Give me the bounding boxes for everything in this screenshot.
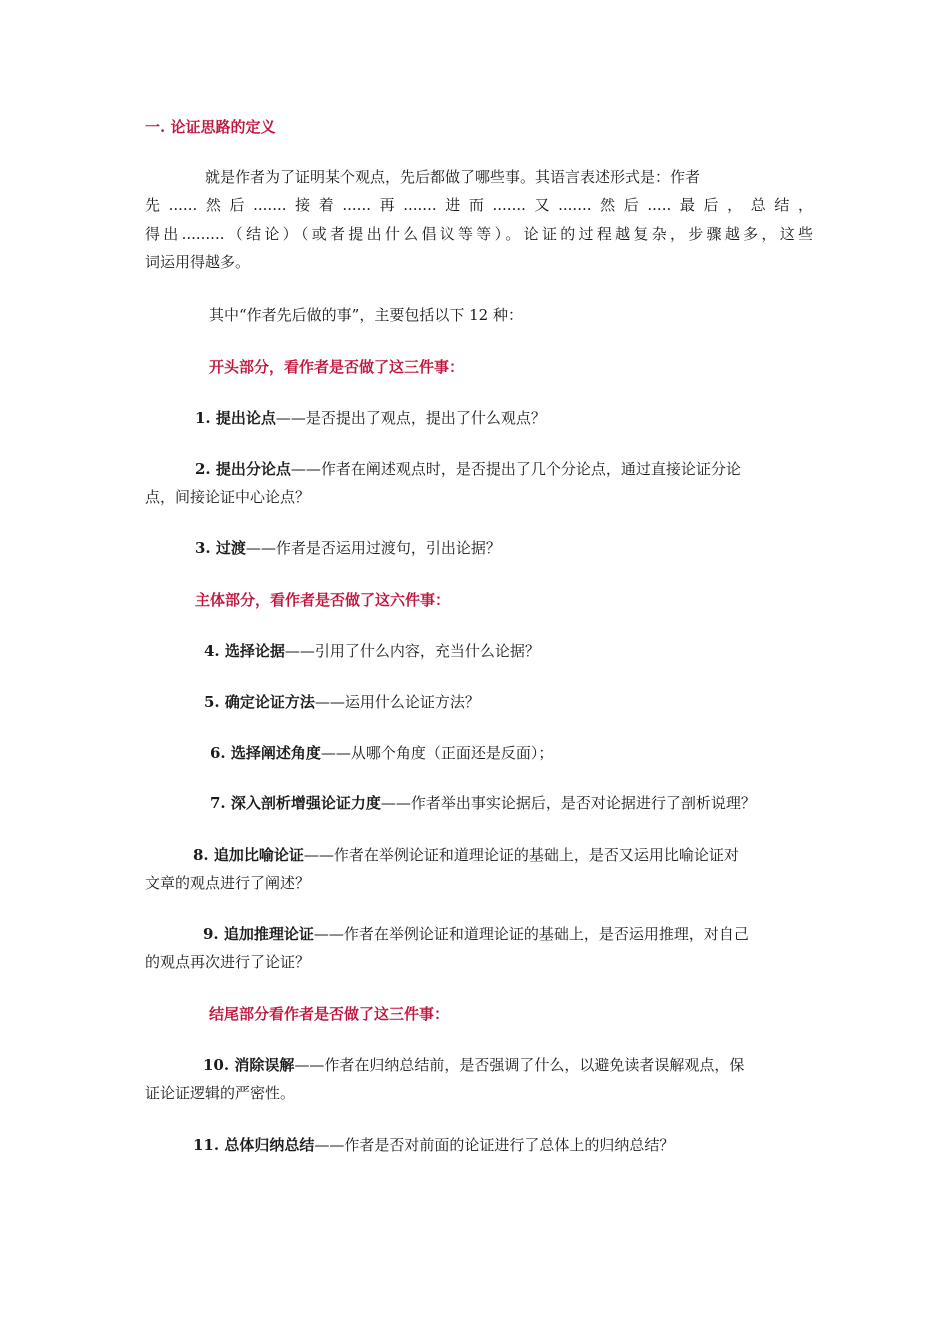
item-title: 10. 消除误解 [203,1056,295,1074]
list-item [145,535,813,561]
intro-line-2: 先......然后.......接着......再.......进而.......又.......然后.....最后，总结， [145,196,813,214]
list-item [145,689,813,715]
item-text: ——作者在举例论证和道理论证的基础上，是否运用推理，对自己 [313,925,749,943]
list-item [145,1052,813,1078]
item-continuation: 点，间接论证中心论点？ [145,488,311,506]
body-section-title: 主体部分，看作者是否做了这六件事： [195,591,451,609]
item-title: 7. 深入剖析增强论证力度 [210,794,381,812]
item-text: ——作者是否对前面的论证进行了总体上的归纳总结？ [314,1136,675,1154]
ending-section-title: 结尾部分看作者是否做了这三件事： [209,1005,450,1023]
list-item [145,790,813,816]
item-title: 4. 选择论据 [204,642,285,660]
intro-line-4: 词运用得越多。 [145,253,251,271]
item-title: 3. 过渡 [195,539,246,557]
item-text: ——作者在归纳总结前，是否强调了什么，以避免读者误解观点，保 [294,1056,745,1074]
item-title: 8. 追加比喻论证 [193,846,304,864]
list-item [145,740,813,766]
summary-line: 其中“作者先后做的事”，主要包括以下 12 种： [209,306,523,324]
item-continuation: 的观点再次进行了论证？ [145,953,311,971]
list-item [145,456,813,482]
item-text: ——是否提出了观点，提出了什么观点？ [275,409,546,427]
item-title: 9. 追加推理论证 [203,925,314,943]
section-heading: 一. 论证思路的定义 [145,118,276,136]
item-text: ——引用了什么内容，充当什么论据？ [284,642,540,660]
item-title: 2. 提出分论点 [195,460,291,478]
item-continuation: 证论证逻辑的严密性。 [145,1084,296,1102]
intro-line-1: 就是作者为了证明某个观点，先后都做了哪些事。其语言表述形式是：作者 [205,168,701,186]
list-item [145,921,813,947]
item-text: ——作者举出事实论据后，是否对论据进行了剖析说理？ [380,794,756,812]
intro-line-3: 得出.........（结论）（或者提出什么倡议等等）。论证的过程越复杂，步骤越多，这些 [145,225,813,243]
item-text: ——作者在举例论证和道理论证的基础上，是否又运用比喻论证对 [303,846,739,864]
list-item [145,842,813,868]
item-title: 6. 选择阐述角度 [210,744,321,762]
item-continuation: 文章的观点进行了阐述？ [145,874,311,892]
item-title: 11. 总体归纳总结 [193,1136,315,1154]
list-item [145,1132,813,1158]
list-item [145,638,813,664]
item-text: ——作者在阐述观点时，是否提出了几个分论点，通过直接论证分论 [290,460,741,478]
item-title: 1. 提出论点 [195,409,276,427]
item-text: ——从哪个角度（正面还是反面）； [320,744,554,762]
list-item [145,405,813,431]
item-text: ——作者是否运用过渡句，引出论据？ [245,539,501,557]
opening-section-title: 开头部分，看作者是否做了这三件事： [209,358,465,376]
item-title: 5. 确定论证方法 [204,693,315,711]
item-text: ——运用什么论证方法？ [314,693,480,711]
